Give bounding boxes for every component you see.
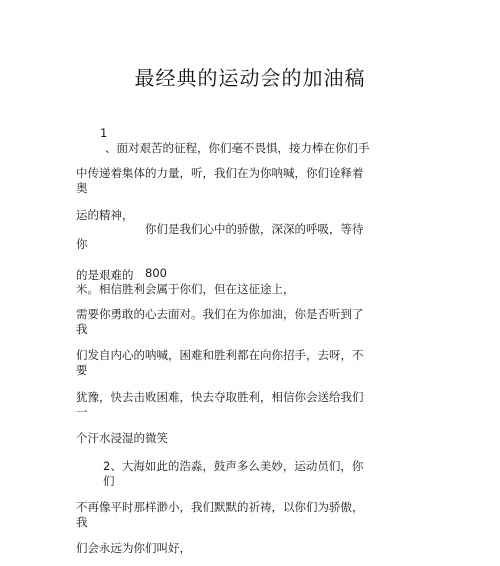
text-line: 运的精神， xyxy=(76,208,134,222)
text-line: 要 xyxy=(76,363,88,377)
text-line: 你们是我们心中的骄傲，深深的呼吸，等待 xyxy=(145,222,364,236)
document-title: 最经典的运动会的加油稿 xyxy=(134,66,366,90)
text-line: 一 xyxy=(76,405,88,419)
text-line: 们发自内心的呐喊，困难和胜利都在向你招手，去呀，不 xyxy=(76,348,364,362)
text-line: 你 xyxy=(76,237,88,251)
text-line: 中传递着集体的力量，听，我们在为你呐喊，你们诠释着 xyxy=(76,166,364,180)
text-line: 不再像平时那样渺小，我们默默的祈祷，以你们为骄傲， xyxy=(76,500,364,514)
text-line: 我 xyxy=(76,322,88,336)
text-line: 个汗水浸湿的微笑 xyxy=(76,431,168,445)
text-line: 需要你勇敢的心去面对。我们在为你加油，你是否听到了 xyxy=(76,307,364,321)
text-line: 我 xyxy=(76,515,88,529)
text-line: 2、大海如此的浩淼，鼓声多么美妙，运动员们，你 xyxy=(103,459,364,473)
text-line: 们会永远为你们叫好， xyxy=(76,541,191,555)
text-line: 的是艰难的 xyxy=(76,268,134,282)
text-line: 、面对艰苦的征程，你们毫不畏惧，接力棒在你们手 xyxy=(105,141,370,155)
text-line: 米。相信胜利会属于你们，但在这征途上， xyxy=(76,282,295,296)
text-line: 800 xyxy=(145,266,167,280)
text-line: 奥 xyxy=(76,181,88,195)
text-line: 犹豫，快去击败困难，快去夺取胜利，相信你会送给我们 xyxy=(76,390,364,404)
text-line: 1 xyxy=(100,126,108,140)
text-line: 们 xyxy=(103,474,115,488)
